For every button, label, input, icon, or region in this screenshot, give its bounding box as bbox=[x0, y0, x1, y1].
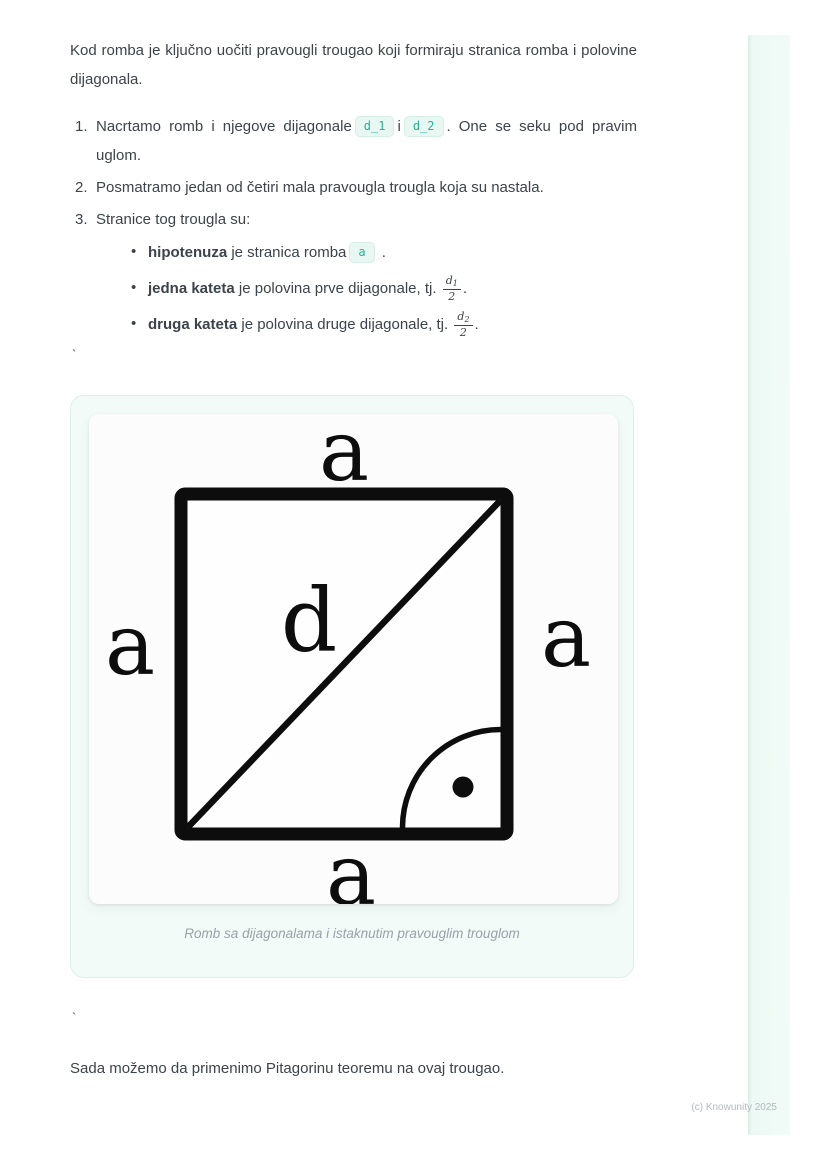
list-item-text: Stranice tog trougla su: bbox=[96, 211, 251, 228]
list-item-1 bbox=[70, 112, 637, 170]
bold-term: hipotenuza bbox=[148, 244, 228, 261]
list-number: 1. bbox=[75, 118, 88, 135]
figure-card bbox=[70, 395, 634, 978]
list-item-text: Nacrtamo romb i njegove dijagonale bbox=[96, 118, 352, 135]
fraction-numerator: d bbox=[445, 274, 453, 287]
list-item-3 bbox=[70, 205, 637, 339]
fraction-numerator: d bbox=[457, 310, 465, 323]
bullet-marker: • bbox=[131, 243, 137, 260]
bullet-item-jedna-kateta bbox=[131, 274, 637, 303]
diagonal-label: d bbox=[280, 569, 338, 672]
bullet-text: je stranica romba bbox=[227, 244, 347, 261]
ordered-list bbox=[70, 112, 637, 339]
bold-term: jedna kateta bbox=[148, 280, 235, 297]
bullet-marker: • bbox=[131, 315, 137, 332]
fraction-d1-over-2 bbox=[443, 275, 461, 302]
fraction-subscript: 1 bbox=[452, 279, 458, 288]
fraction-d2-over-2 bbox=[454, 311, 472, 338]
fraction-denominator: 2 bbox=[454, 325, 472, 338]
side-label-bottom: a bbox=[325, 826, 377, 904]
intro-paragraph: Kod romba je ključno uočiti pravougli trougao koji formiraju stranica romba i polovine dijagonala. bbox=[70, 42, 637, 88]
list-item-2 bbox=[70, 173, 637, 202]
stray-backtick-bottom: ` bbox=[72, 1010, 77, 1025]
side-label-right: a bbox=[540, 588, 592, 686]
bullet-marker: • bbox=[131, 279, 137, 296]
fraction-denominator: 2 bbox=[443, 289, 461, 302]
rhombus-figure bbox=[70, 395, 637, 978]
list-item-text: i bbox=[397, 118, 401, 135]
bullet-text: . bbox=[462, 280, 467, 297]
bold-term: druga kateta bbox=[148, 316, 238, 333]
figure-canvas bbox=[89, 414, 618, 904]
side-label-top: a bbox=[318, 414, 370, 500]
list-item-text: . One se seku pod pravim uglom. bbox=[96, 118, 637, 164]
bullet-item-druga-kateta bbox=[131, 310, 637, 339]
side-label-left: a bbox=[104, 596, 156, 694]
code-chip-a: a bbox=[349, 242, 374, 263]
bullet-text: je polovina druge dijagonale, tj. bbox=[237, 316, 453, 333]
figure-caption: Romb sa dijagonalama i istaknutim pravouglim trouglom bbox=[184, 926, 520, 941]
copyright-watermark: (c) Knowunity 2025 bbox=[691, 1102, 777, 1113]
stray-backtick-top: ` bbox=[72, 347, 77, 362]
list-item-text: Posmatramo jedan od četiri mala pravougla trougla koja su nastala. bbox=[96, 179, 544, 196]
document-content bbox=[70, 36, 637, 1083]
right-angle-dot bbox=[453, 777, 474, 798]
list-number: 2. bbox=[75, 179, 88, 196]
bullet-item-hipotenuza bbox=[131, 238, 637, 267]
rhombus-diagram bbox=[89, 414, 618, 904]
bullet-text: je polovina prve dijagonale, tj. bbox=[234, 280, 441, 297]
closing-paragraph: Sada možemo da primenimo Pitagorinu teoremu na ovaj trougao. bbox=[70, 1060, 505, 1077]
bullet-text: . bbox=[474, 316, 479, 333]
bullet-text: . bbox=[377, 244, 386, 261]
bullet-list bbox=[131, 238, 637, 339]
code-chip-d1: d_1 bbox=[355, 116, 395, 137]
list-number: 3. bbox=[75, 211, 88, 228]
side-highlight-strip bbox=[748, 35, 790, 1135]
fraction-subscript: 2 bbox=[464, 315, 470, 324]
code-chip-d2: d_2 bbox=[404, 116, 444, 137]
